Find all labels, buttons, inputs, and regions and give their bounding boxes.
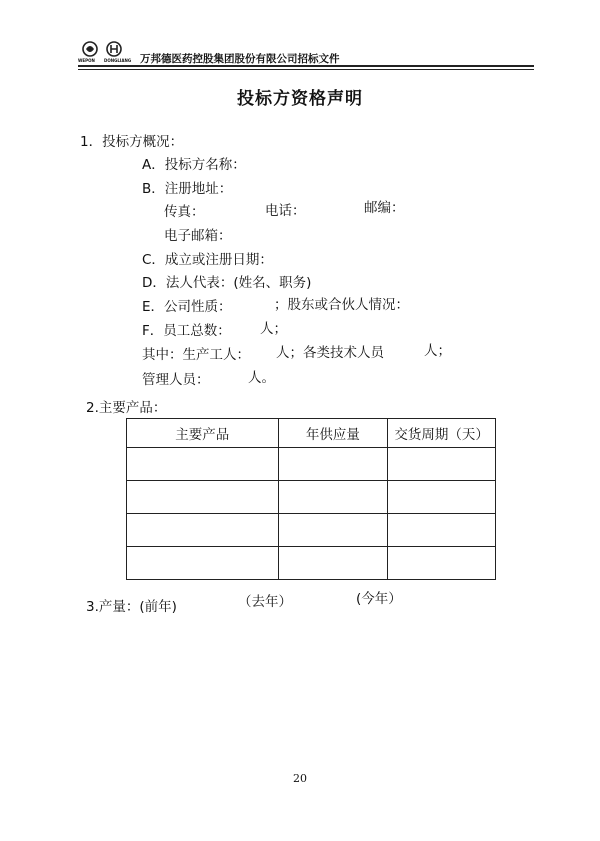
table-cell xyxy=(388,547,496,580)
table-cell xyxy=(278,514,388,547)
field-bidder-name: A．投标方名称： xyxy=(142,157,246,173)
table-cell xyxy=(127,547,279,580)
field-total-staff-unit: 人； xyxy=(260,321,287,337)
table-cell xyxy=(127,448,279,481)
field-registered-address: B．注册地址： xyxy=(142,181,233,197)
field-production-workers: 其中：生产工人： xyxy=(142,347,250,363)
field-company-nature: E．公司性质： xyxy=(142,299,232,315)
page-number: 20 xyxy=(293,772,307,785)
field-established-date: C．成立或注册日期： xyxy=(142,252,273,268)
header-company-line: 万邦德医药控股集团股份有限公司招标文件 xyxy=(140,53,340,65)
header-rule-thin xyxy=(78,69,534,70)
section3-heading: 3.产量：(前年) xyxy=(86,599,177,615)
field-technical-staff: 人；各类技术人员 xyxy=(276,345,384,361)
col-header-delivery-cycle: 交货周期（天） xyxy=(388,419,496,448)
field-legal-representative: D．法人代表：(姓名、职务) xyxy=(142,275,312,291)
table-cell xyxy=(388,481,496,514)
field-phone: 电话： xyxy=(265,203,306,219)
field-management-staff: 管理人员： xyxy=(142,372,210,388)
table-row xyxy=(127,514,496,547)
field-management-staff-unit: 人。 xyxy=(248,370,275,386)
output-this-year: (今年） xyxy=(356,591,402,607)
col-header-annual-supply: 年供应量 xyxy=(278,419,388,448)
table-cell xyxy=(278,448,388,481)
logo-text-right: DONGLIANG xyxy=(104,58,132,63)
products-table xyxy=(126,418,496,580)
field-fax: 传真： xyxy=(164,204,205,220)
table-cell xyxy=(127,514,279,547)
page-title: 投标方资格声明 xyxy=(237,89,363,109)
table-cell xyxy=(388,514,496,547)
field-total-staff: F．员工总数： xyxy=(142,323,231,339)
table-cell xyxy=(278,481,388,514)
table-cell xyxy=(278,547,388,580)
table-row xyxy=(127,481,496,514)
field-email: 电子邮箱： xyxy=(164,228,232,244)
logo-text-left: WEPON xyxy=(78,58,95,63)
field-shareholders: ；股东或合伙人情况： xyxy=(274,297,409,313)
section2-heading: 2.主要产品： xyxy=(86,400,167,416)
header-rule-thick xyxy=(78,65,534,67)
table-header-row xyxy=(127,419,496,448)
col-header-product: 主要产品 xyxy=(127,419,279,448)
table-row xyxy=(127,448,496,481)
output-last-year: （去年） xyxy=(238,594,292,610)
field-technical-staff-unit: 人； xyxy=(424,343,451,359)
table-cell xyxy=(127,481,279,514)
field-postcode: 邮编： xyxy=(364,200,405,216)
table-cell xyxy=(388,448,496,481)
section1-heading: 1．投标方概况： xyxy=(80,134,184,150)
table-row xyxy=(127,547,496,580)
